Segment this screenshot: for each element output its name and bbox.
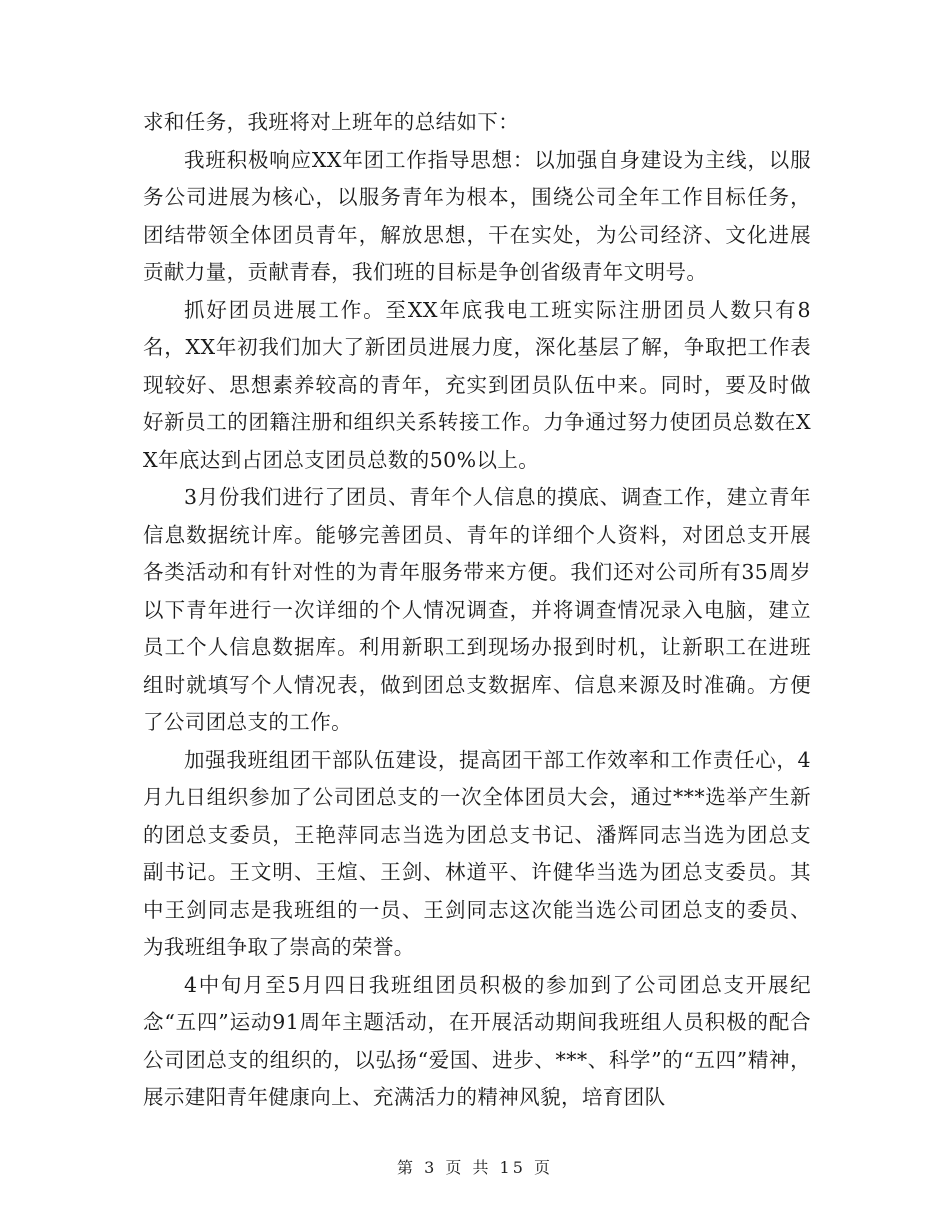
paragraph-1: 我班积极响应XX年团工作指导思想：以加强自身建设为主线，以服务公司进展为核心，以服务青年为根本，围绕公司全年工作目标任务，团结带领全体团员青年，解放思想，干在实处，为公司经济、文化进展贡献力量，贡献青春，我们班的目标是争创省级青年文明号。 <box>143 147 811 284</box>
paragraph-3: 3月份我们进行了团员、青年个人信息的摸底、调查工作，建立青年信息数据统计库。能够完善团员、青年的详细个人资料，对团总支开展各类活动和有针对性的为青年服务带来方便。我们还对公司所有35周岁以下青年进行一次详细的个人情况调查，并将调查情况录入电脑，建立员工个人信息数据库。利用新职工到现场办报到时机，让新职工在进班组时就填写个人情况表，做到团总支数据库、信息来源及时准确。方便了公司团总支的工作。 <box>143 485 811 734</box>
paragraph-2: 抓好团员进展工作。至XX年底我电工班实际注册团员人数只有8名，XX年初我们加大了新团员进展力度，深化基层了解，争取把工作表现较好、思想素养较高的青年，充实到团员队伍中来。同时，要及时做好新员工的团籍注册和组织关系转接工作。力争通过努力使团员总数在XX年底达到占团总支团员总数的50%以上。 <box>143 297 811 472</box>
paragraph-0: 求和任务，我班将对上班年的总结如下： <box>143 110 520 134</box>
page-number-footer: 第 3 页 共 15 页 <box>397 1158 553 1177</box>
paragraph-4: 加强我班组团干部队伍建设，提高团干部工作效率和工作责任心，4月九日组织参加了公司团总支的一次全体团员大会，通过***选举产生新的团总支委员，王艳萍同志当选为团总支书记、潘辉同志当选为团总支副书记。王文明、王煊、王剑、林道平、许健华当选为团总支委员。其中王剑同志是我班组的一员、王剑同志这次能当选公司团总支的委员、为我班组争取了崇高的荣誉。 <box>143 747 811 959</box>
paragraph-5: 4中旬月至5月四日我班组团员积极的参加到了公司团总支开展纪念“五四”运动91周年主题活动，在开展活动期间我班组人员积极的配合公司团总支的组织的，以弘扬“爱国、进步、***、科学”的“五四”精神，展示建阳青年健康向上、充满活力的精神风貌，培育团队 <box>143 972 811 1109</box>
document-body <box>143 104 811 1117</box>
